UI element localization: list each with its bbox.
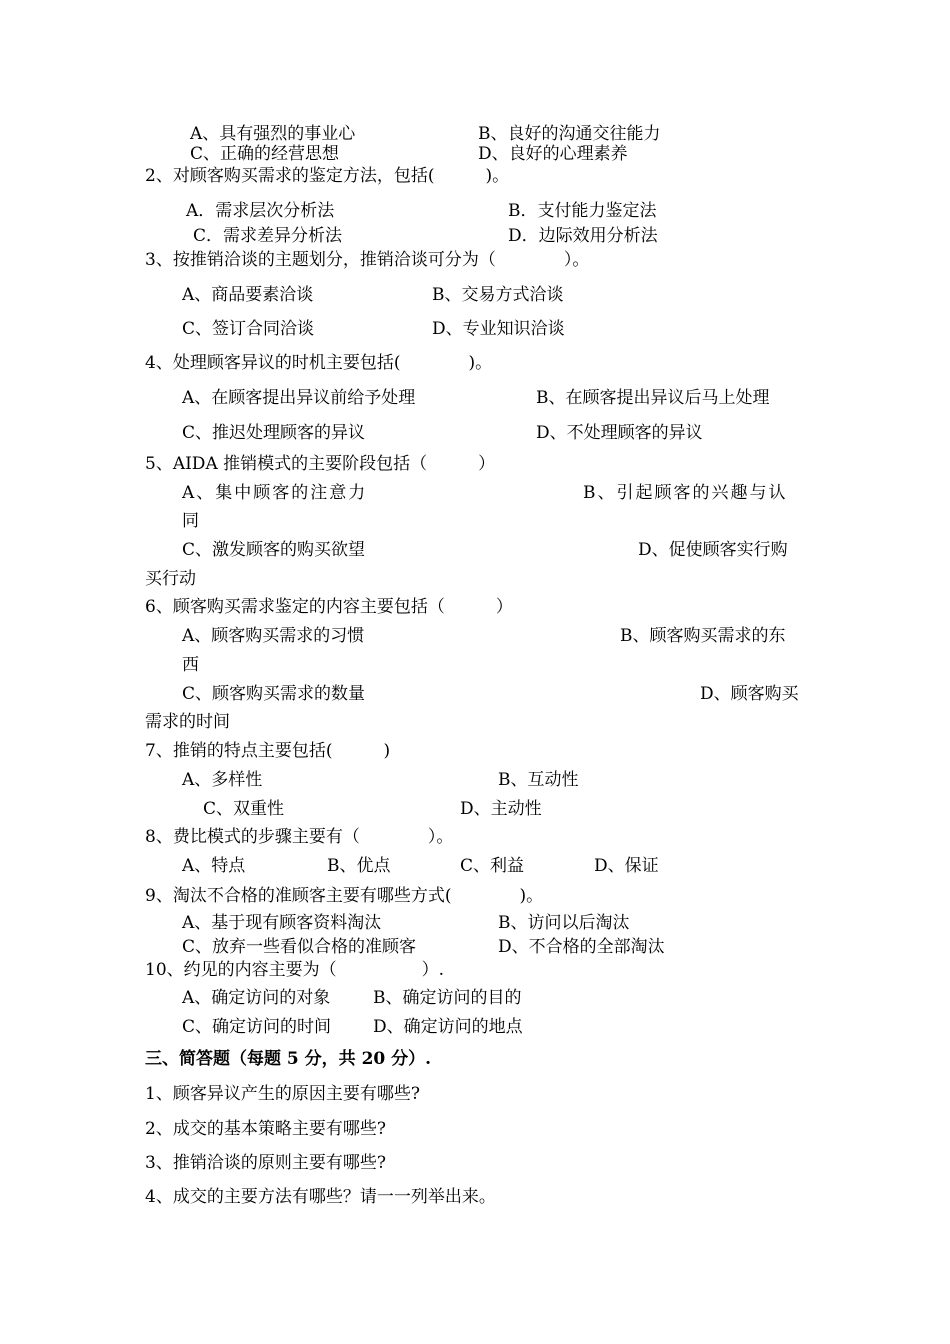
q6-stem: 6、顾客购买需求鉴定的内容主要包括（ ）	[145, 597, 513, 617]
q1-option-a: A、具有强烈的事业心	[190, 124, 356, 144]
q5-stem: 5、AIDA 推销模式的主要阶段包括（ ）	[145, 454, 496, 474]
section-3-heading: 三、简答题（每题 5 分，共 20 分）.	[145, 1049, 432, 1069]
q4-option-c: C、推迟处理顾客的异议	[182, 423, 366, 443]
q8-option-c: C、利益	[460, 856, 525, 876]
q6-option-b-cont: 西	[182, 655, 199, 675]
q5-option-a: A、集中顾客的注意力	[182, 483, 368, 503]
q10-option-b: B、确定访问的目的	[373, 988, 522, 1008]
q7-option-a: A、多样性	[182, 770, 263, 790]
q3-option-d: D、专业知识洽谈	[432, 319, 565, 339]
q8-stem: 8、费比模式的步骤主要有（ ）。	[145, 827, 454, 847]
q5-option-d-cont: 买行动	[145, 569, 196, 589]
q5-option-b: B、引起顾客的兴趣与认	[583, 483, 788, 503]
q6-option-a: A、顾客购买需求的习惯	[182, 626, 365, 646]
q5-option-c: C、激发顾客的购买欲望	[182, 540, 366, 560]
q10-option-d: D、确定访问的地点	[373, 1017, 523, 1037]
q4-option-b: B、在顾客提出异议后马上处理	[536, 388, 770, 408]
q2-option-a: A．需求层次分析法	[186, 201, 335, 221]
q2-option-b: B．支付能力鉴定法	[508, 201, 657, 221]
short-answer-q4: 4、成交的主要方法有哪些？请一一列举出来。	[145, 1187, 496, 1207]
q3-stem: 3、按推销洽谈的主题划分，推销洽谈可分为（ ）。	[145, 250, 590, 270]
q10-option-c: C、确定访问的时间	[182, 1017, 332, 1037]
q3-option-b: B、交易方式洽谈	[432, 285, 564, 305]
q7-option-b: B、互动性	[498, 770, 579, 790]
q9-option-c: C、放弃一些看似合格的准顾客	[182, 937, 417, 957]
q9-option-d: D、不合格的全部淘汰	[498, 937, 665, 957]
q4-option-a: A、在顾客提出异议前给予处理	[182, 388, 416, 408]
q7-option-d: D、主动性	[460, 799, 542, 819]
q2-option-c: C．需求差异分析法	[193, 226, 343, 246]
q6-option-d-cont: 需求的时间	[145, 712, 230, 732]
q6-option-b: B、顾客购买需求的东	[620, 626, 786, 646]
q2-option-d: D．边际效用分析法	[508, 226, 658, 246]
q9-stem: 9、淘汰不合格的准顾客主要有哪些方式( )。	[145, 886, 544, 906]
q5-option-b-cont: 同	[182, 511, 199, 531]
short-answer-q2: 2、成交的基本策略主要有哪些?	[145, 1119, 386, 1139]
q10-stem: 10、约见的内容主要为（ ）.	[145, 960, 445, 980]
q6-option-d: D、顾客购买	[700, 684, 799, 704]
q7-option-c: C、双重性	[203, 799, 285, 819]
q9-option-a: A、基于现有顾客资料淘汰	[182, 913, 382, 933]
q3-option-a: A、商品要素洽谈	[182, 285, 314, 305]
q8-option-d: D、保证	[594, 856, 659, 876]
q1-option-b: B、良好的沟通交往能力	[478, 124, 661, 144]
q1-option-d: D、良好的心理素养	[478, 144, 628, 164]
short-answer-q1: 1、顾客异议产生的原因主要有哪些?	[145, 1084, 420, 1104]
q8-option-b: B、优点	[327, 856, 391, 876]
q5-option-d: D、促使顾客实行购	[638, 540, 788, 560]
q3-option-c: C、签订合同洽谈	[182, 319, 315, 339]
q6-option-c: C、顾客购买需求的数量	[182, 684, 366, 704]
q4-stem: 4、处理顾客异议的时机主要包括( )。	[145, 353, 493, 373]
q8-option-a: A、特点	[182, 856, 246, 876]
q4-option-d: D、不处理顾客的异议	[536, 423, 703, 443]
q10-option-a: A、确定访问的对象	[182, 988, 331, 1008]
q2-stem: 2、对顾客购买需求的鉴定方法，包括( )。	[145, 166, 510, 186]
q7-stem: 7、推销的特点主要包括( )	[145, 741, 391, 761]
short-answer-q3: 3、推销洽谈的原则主要有哪些?	[145, 1153, 386, 1173]
q9-option-b: B、访问以后淘汰	[498, 913, 630, 933]
q1-option-c: C、正确的经营思想	[190, 144, 340, 164]
